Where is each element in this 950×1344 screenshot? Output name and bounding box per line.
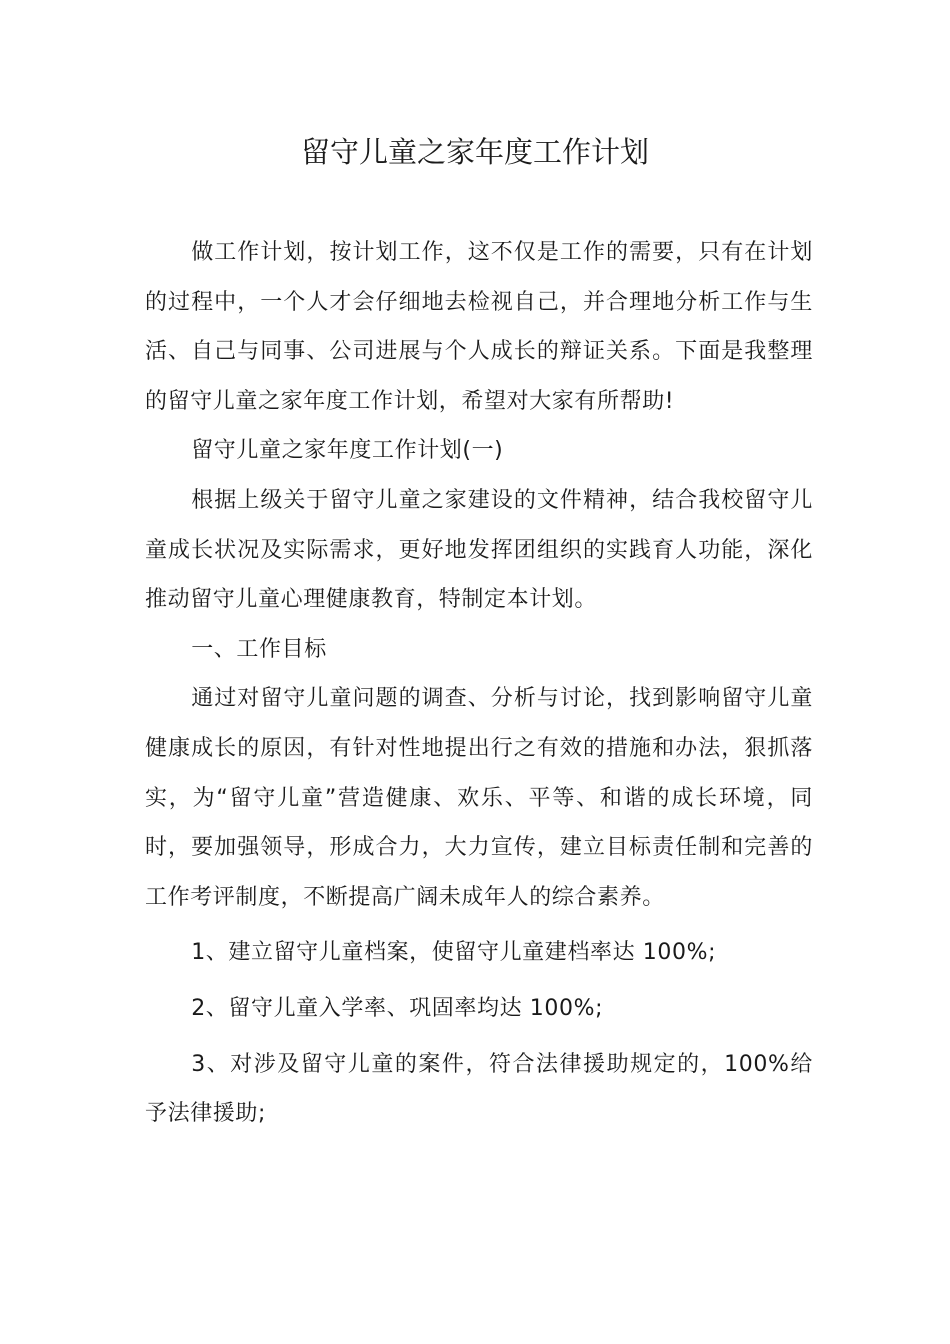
intro-paragraph: 做工作计划，按计划工作，这不仅是工作的需要，只有在计划的过程中，一个人才会仔细地去检视自己，并合理地分析工作与生活、自己与同事、公司进展与个人成长的辩证关系。下面是我整理的留守儿童之家年度工作计划，希望对大家有所帮助! [145, 240, 813, 414]
section-heading-goals: 一、工作目标 [191, 636, 327, 662]
goal-item-3: 3、对涉及留守儿童的案件，符合法律援助规定的，100%给予法律援助; [145, 1051, 813, 1127]
document-title: 留守儿童之家年度工作计划 [300, 135, 649, 169]
document-body [145, 228, 813, 1139]
goal-item-2: 2、留守儿童入学率、巩固率均达 100%; [191, 995, 604, 1021]
basis-paragraph: 根据上级关于留守儿童之家建设的文件精神，结合我校留守儿童成长状况及实际需求，更好地发挥团组织的实践育人功能，深化推动留守儿童心理健康教育，特制定本计划。 [145, 487, 813, 613]
goals-paragraph: 通过对留守儿童问题的调查、分析与讨论，找到影响留守儿童健康成长的原因，有针对性地提出行之有效的措施和办法，狠抓落实，为“留守儿童”营造健康、欢乐、平等、和谐的成长环境，同时，要加强领导，形成合力，大力宣传，建立目标责任制和完善的工作考评制度，不断提高广阔未成年人的综合素养。 [145, 686, 813, 910]
goal-item-1: 1、建立留守儿童档案，使留守儿童建档率达 100%; [191, 940, 717, 966]
section-heading-plan-one: 留守儿童之家年度工作计划(一) [191, 438, 504, 464]
